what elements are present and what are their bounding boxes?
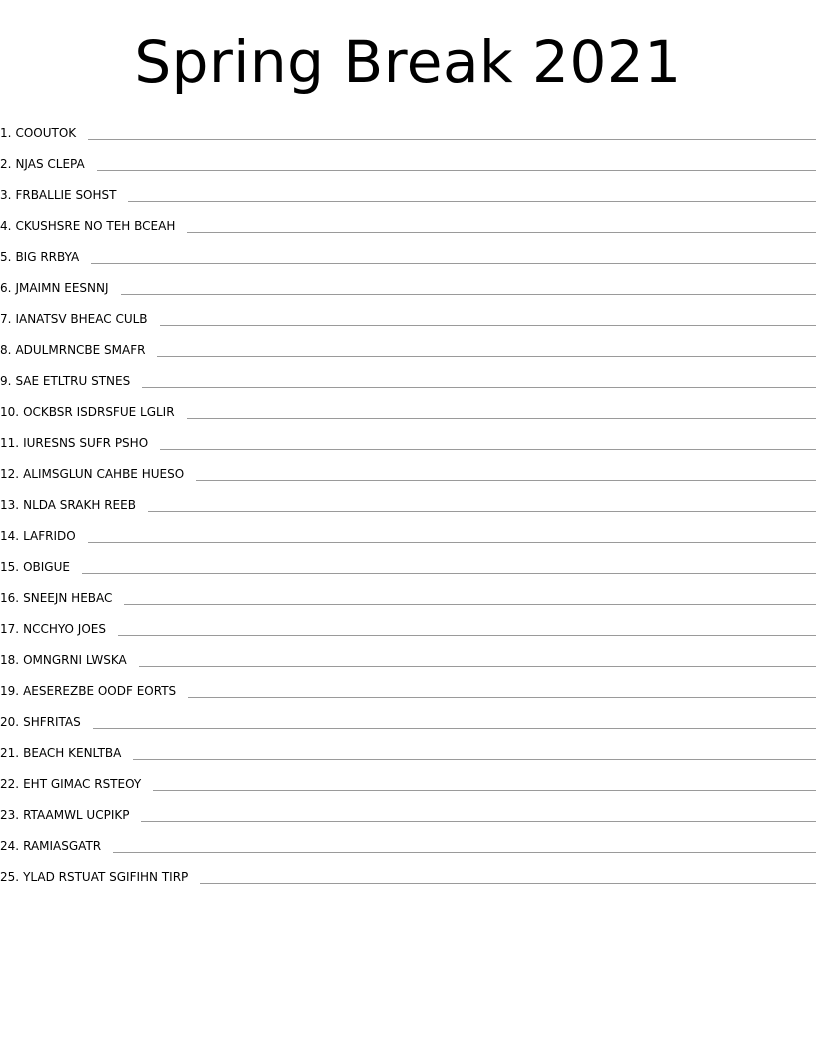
- scrambled-word: [0, 466, 184, 483]
- list-item: [0, 235, 816, 266]
- item-number: 6.: [0, 281, 12, 295]
- item-number: 13.: [0, 498, 20, 512]
- list-item: [0, 483, 816, 514]
- scramble-list: [0, 111, 816, 886]
- scrambled-text: RTAAMWL UCPIKP: [23, 808, 130, 822]
- scrambled-text: BIG RRBYA: [15, 250, 80, 264]
- scrambled-text: BEACH KENLTBA: [23, 746, 122, 760]
- list-item: [0, 297, 816, 328]
- item-number: 23.: [0, 808, 20, 822]
- answer-blank[interactable]: [196, 480, 816, 481]
- list-item: [0, 452, 816, 483]
- scrambled-text: ALIMSGLUN CAHBE HUESO: [23, 467, 185, 481]
- scrambled-text: IANATSV BHEAC CULB: [15, 312, 148, 326]
- item-number: 19.: [0, 684, 20, 698]
- answer-blank[interactable]: [142, 387, 816, 388]
- scrambled-word: [0, 590, 112, 607]
- scrambled-text: NLDA SRAKH REEB: [23, 498, 136, 512]
- answer-blank[interactable]: [124, 604, 816, 605]
- item-number: 1.: [0, 126, 12, 140]
- item-number: 4.: [0, 219, 12, 233]
- list-item: [0, 421, 816, 452]
- scrambled-word: [0, 311, 148, 328]
- scrambled-text: ADULMRNCBE SMAFR: [15, 343, 146, 357]
- answer-blank[interactable]: [97, 170, 816, 171]
- scrambled-word: [0, 652, 127, 669]
- scrambled-text: FRBALLIE SOHST: [15, 188, 117, 202]
- answer-blank[interactable]: [93, 728, 816, 729]
- scrambled-text: IURESNS SUFR PSHO: [23, 436, 149, 450]
- item-number: 21.: [0, 746, 20, 760]
- item-number: 3.: [0, 188, 12, 202]
- scrambled-text: OBIGUE: [23, 560, 70, 574]
- scrambled-word: [0, 280, 109, 297]
- list-item: [0, 266, 816, 297]
- item-number: 25.: [0, 870, 20, 884]
- scrambled-word: [0, 559, 70, 576]
- list-item: [0, 514, 816, 545]
- scrambled-word: [0, 745, 121, 762]
- scrambled-word: [0, 528, 76, 545]
- list-item: [0, 545, 816, 576]
- list-item: [0, 824, 816, 855]
- scrambled-text: NCCHYO JOES: [23, 622, 106, 636]
- list-item: [0, 328, 816, 359]
- item-number: 17.: [0, 622, 20, 636]
- answer-blank[interactable]: [153, 790, 816, 791]
- item-number: 5.: [0, 250, 12, 264]
- answer-blank[interactable]: [160, 325, 816, 326]
- item-number: 20.: [0, 715, 20, 729]
- item-number: 24.: [0, 839, 20, 853]
- scrambled-text: LAFRIDO: [23, 529, 76, 543]
- list-item: [0, 700, 816, 731]
- answer-blank[interactable]: [187, 232, 816, 233]
- scrambled-text: SAE ETLTRU STNES: [15, 374, 131, 388]
- scrambled-word: [0, 776, 141, 793]
- scrambled-word: [0, 683, 176, 700]
- answer-blank[interactable]: [141, 821, 816, 822]
- scrambled-text: SNEEJN HEBAC: [23, 591, 113, 605]
- list-item: [0, 142, 816, 173]
- answer-blank[interactable]: [91, 263, 816, 264]
- scrambled-word: [0, 435, 148, 452]
- list-item: [0, 855, 816, 886]
- list-item: [0, 359, 816, 390]
- scrambled-word: [0, 838, 101, 855]
- item-number: 18.: [0, 653, 20, 667]
- scrambled-word: [0, 342, 145, 359]
- scrambled-text: OMNGRNI LWSKA: [23, 653, 127, 667]
- scrambled-text: COOUTOK: [15, 126, 77, 140]
- scrambled-text: YLAD RSTUAT SGIFIHN TIRP: [23, 870, 189, 884]
- answer-blank[interactable]: [118, 635, 816, 636]
- scrambled-text: AESEREZBE OODF EORTS: [23, 684, 177, 698]
- scrambled-word: [0, 869, 188, 886]
- scrambled-text: RAMIASGATR: [23, 839, 102, 853]
- answer-blank[interactable]: [187, 418, 816, 419]
- answer-blank[interactable]: [148, 511, 816, 512]
- scrambled-word: [0, 249, 79, 266]
- page-title: Spring Break 2021: [134, 28, 682, 96]
- scrambled-word: [0, 621, 106, 638]
- answer-blank[interactable]: [157, 356, 816, 357]
- scrambled-word: [0, 807, 129, 824]
- list-item: [0, 390, 816, 421]
- answer-blank[interactable]: [200, 883, 816, 884]
- item-number: 11.: [0, 436, 20, 450]
- item-number: 7.: [0, 312, 12, 326]
- scrambled-text: CKUSHSRE NO TEH BCEAH: [15, 219, 176, 233]
- list-item: [0, 576, 816, 607]
- item-number: 2.: [0, 157, 12, 171]
- answer-blank[interactable]: [128, 201, 816, 202]
- list-item: [0, 607, 816, 638]
- answer-blank[interactable]: [88, 542, 816, 543]
- list-item: [0, 669, 816, 700]
- answer-blank[interactable]: [121, 294, 816, 295]
- list-item: [0, 762, 816, 793]
- answer-blank[interactable]: [139, 666, 816, 667]
- list-item: [0, 111, 816, 142]
- list-item: [0, 793, 816, 824]
- scrambled-word: [0, 404, 175, 421]
- scrambled-word: [0, 373, 130, 390]
- answer-blank[interactable]: [133, 759, 816, 760]
- answer-blank[interactable]: [188, 697, 816, 698]
- scrambled-word: [0, 714, 81, 731]
- item-number: 10.: [0, 405, 20, 419]
- item-number: 14.: [0, 529, 20, 543]
- list-item: [0, 204, 816, 235]
- scrambled-text: OCKBSR ISDRSFUE LGLIR: [23, 405, 175, 419]
- list-item: [0, 731, 816, 762]
- answer-blank[interactable]: [88, 139, 816, 140]
- scrambled-text: NJAS CLEPA: [15, 157, 85, 171]
- item-number: 16.: [0, 591, 20, 605]
- scrambled-text: EHT GIMAC RSTEOY: [23, 777, 142, 791]
- scrambled-word: [0, 497, 136, 514]
- list-item: [0, 173, 816, 204]
- item-number: 22.: [0, 777, 20, 791]
- scrambled-word: [0, 218, 175, 235]
- scrambled-word: [0, 187, 116, 204]
- list-item: [0, 638, 816, 669]
- scrambled-text: SHFRITAS: [23, 715, 81, 729]
- answer-blank[interactable]: [160, 449, 816, 450]
- scrambled-word: [0, 125, 76, 142]
- item-number: 15.: [0, 560, 20, 574]
- scrambled-text: JMAIMN EESNNJ: [15, 281, 109, 295]
- answer-blank[interactable]: [82, 573, 816, 574]
- answer-blank[interactable]: [113, 852, 816, 853]
- item-number: 8.: [0, 343, 12, 357]
- scrambled-word: [0, 156, 85, 173]
- item-number: 12.: [0, 467, 20, 481]
- item-number: 9.: [0, 374, 12, 388]
